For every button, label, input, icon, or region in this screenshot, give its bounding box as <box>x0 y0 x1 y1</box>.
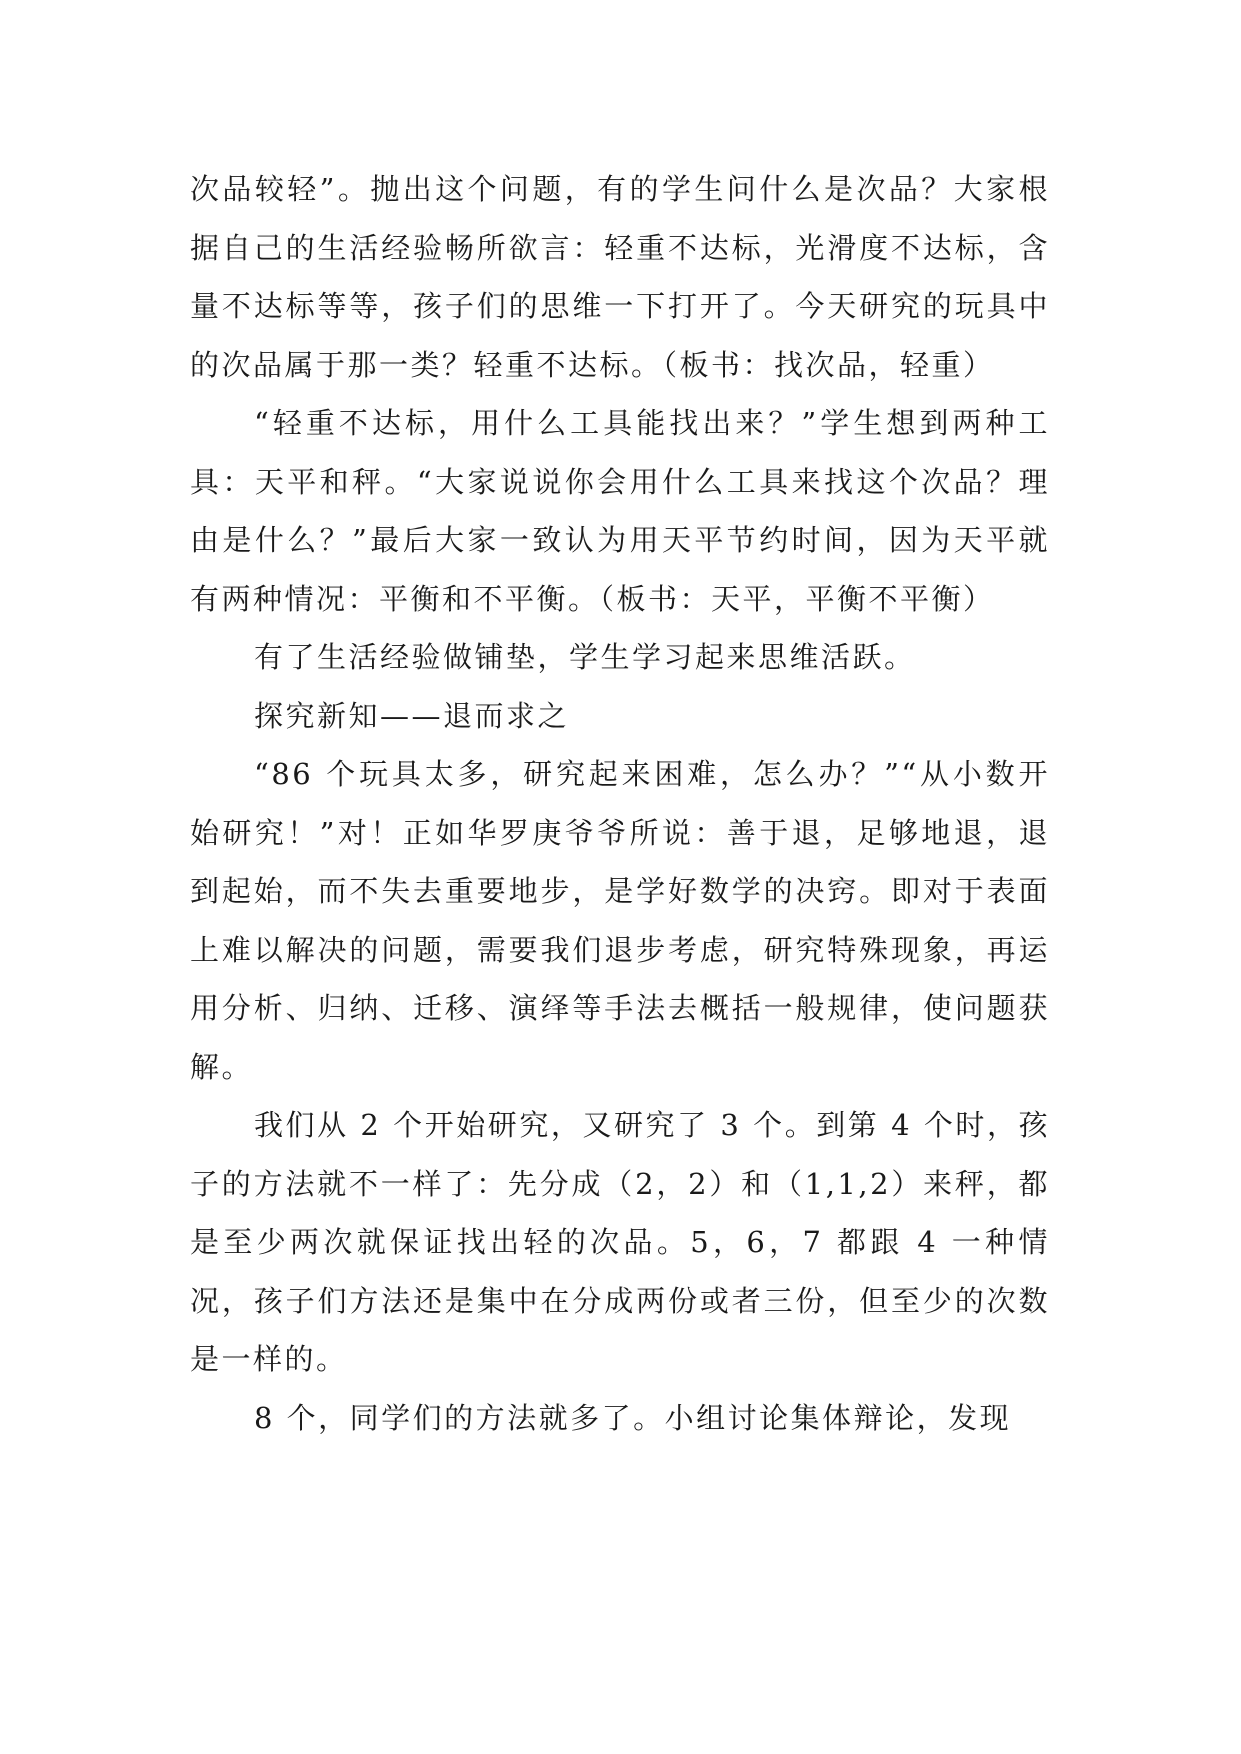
paragraph-continuation: 次品较轻”。抛出这个问题，有的学生问什么是次品？大家根据自己的生活经验畅所欲言：轻重不达标，光滑度不达标，含量不达标等等，孩子们的思维一下打开了。今天研究的玩具中的次品属于那一类？轻重不达标。（板书：找次品，轻重） <box>190 172 1050 382</box>
section-heading-explore: 探究新知——退而求之 <box>254 698 570 733</box>
paragraph-from-two: 我们从 2 个开始研究，又研究了 3 个。到第 4 个时，孩子的方法就不一样了：先分成（2，2）和（1,1,2）来秤，都是至少两次就保证找出轻的次品。5，6，7 都跟 4 一种情况，孩子们方法还是集中在分成两份或者三份，但至少的次数是一样的。 <box>190 1108 1050 1376</box>
paragraph-weighing-tools: “轻重不达标，用什么工具能找出来？”学生想到两种工具：天平和秤。“大家说说你会用什么工具来找这个次品？理由是什么？”最后大家一致认为用天平节约时间，因为天平就有两种情况：平衡和不平衡。（板书：天平，平衡不平衡） <box>190 406 1050 616</box>
paragraph-eight: 8 个，同学们的方法就多了。小组讨论集体辩论，发现 <box>254 1400 1012 1435</box>
paragraph-life-experience: 有了生活经验做铺垫，学生学习起来思维活跃。 <box>254 640 916 674</box>
paragraph-start-small: “86 个玩具太多，研究起来困难，怎么办？”“从小数开始研究！”对！正如华罗庚爷爷所说：善于退，足够地退，退到起始，而不失去重要地步，是学好数学的决窍。即对于表面上难以解决的问题，需要我们退步考虑，研究特殊现象，再运用分析、归纳、迁移、演绎等手法去概括一般规律，使问题获解。 <box>190 757 1050 1084</box>
document-body <box>190 160 1050 1447</box>
